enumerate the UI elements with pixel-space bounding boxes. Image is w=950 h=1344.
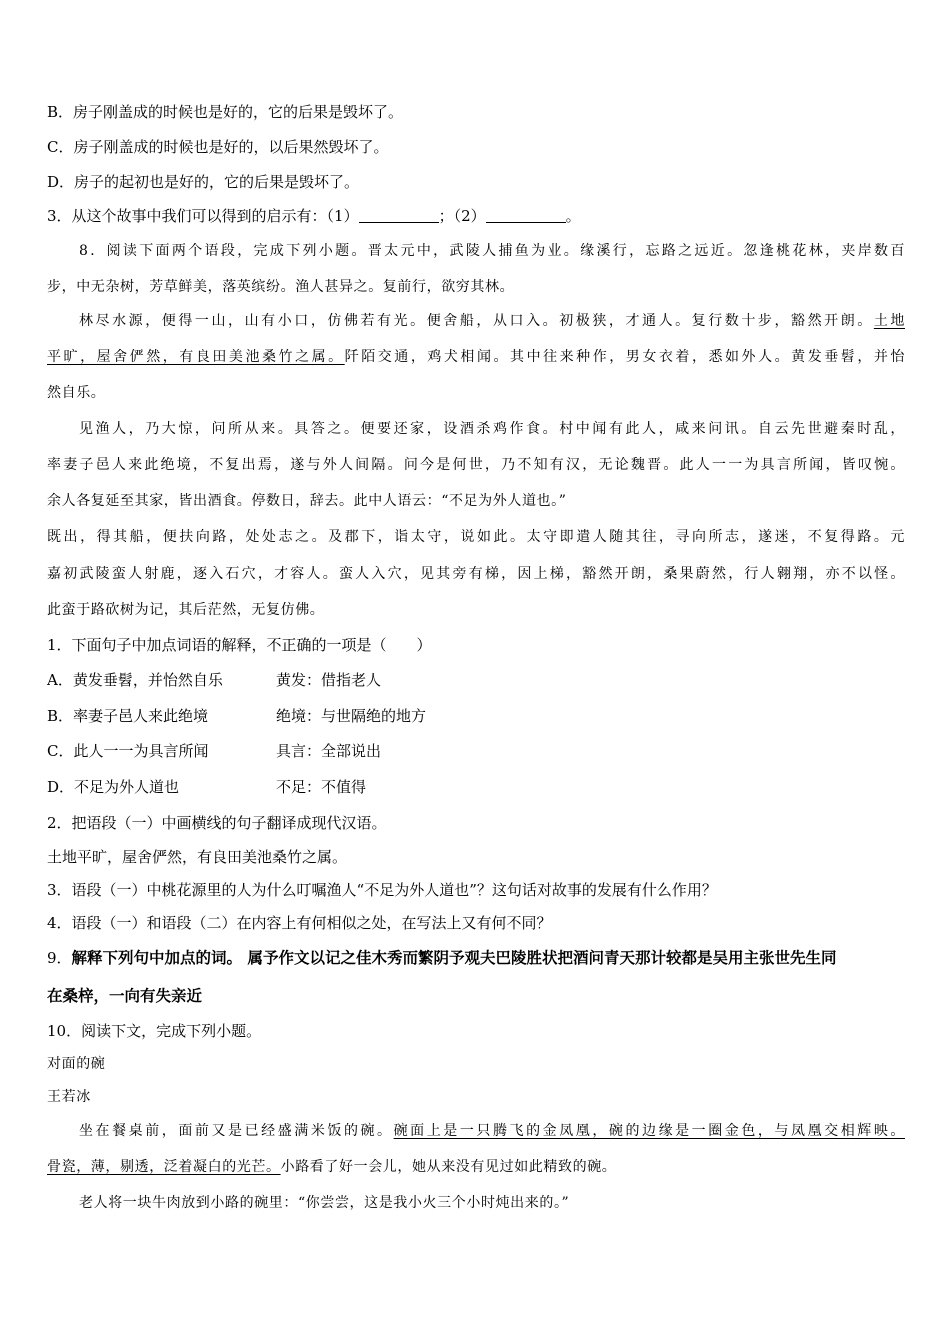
article-text-cont: 小路看了好一会儿，她从来没有见过如此精致的碗。 [280,1159,617,1175]
q8-para4-line2: 嘉初武陵蛮人射鹿，逐入石穴，才容人。蛮人入穴，见其旁有梯，因上梯，豁然开朗，桑果蔚然，行人翱翔，亦不以怪。 [47,566,905,582]
option-explanation: 不足：不值得 [276,778,367,796]
underlined-sentence-part2: 平旷，屋舍俨然，有良田美池桑竹之属。 [47,349,345,365]
article-para1-line1 [79,1121,905,1141]
q8-intro-line1: 8．阅读下面两个语段，完成下列小题。晋太元中，武陵人捕鱼为业。缘溪行，忘路之远近。忽逢桃花林，夹岸数百 [79,243,905,259]
q7-sub3-end: 。 [565,207,581,225]
q9-number: 9． [47,949,72,967]
q8-sub-question-4: 4．语段（一）和语段（二）在内容上有何相似之处，在写法上又有何不同？ [47,914,552,932]
q8-para2-line2 [47,347,905,367]
q9-line2: 在桑梓，一向有失亲近 [47,986,203,1005]
article-text: 坐在餐桌前，面前又是已经盛满米饭的碗。 [79,1123,394,1139]
article-title: 对面的碗 [47,1056,106,1072]
q8-para2-line3: 然自乐。 [47,385,106,401]
option-explanation: 黄发：借指老人 [276,671,382,689]
q7-sub3-mid: ；（2） [438,207,486,225]
q8-para3-line3: 余人各复延至其家，皆出酒食。停数日，辞去。此中人语云：“不足为外人道也。” [47,493,567,509]
q8-para4-line1: 既出，得其船，便扶向路，处处志之。及郡下，诣太守，说如此。太守即遣人随其往，寻向所志，遂迷，不复得路。元 [47,529,905,545]
q8-option-b [47,706,427,726]
option-text: D．不足为外人道也 [47,778,180,796]
option-text: A．黄发垂髫，并怡然自乐 [47,671,223,689]
q8-option-d [47,777,367,797]
q9-prompt: 解释下列句中加点的词。 属予作文以记之佳木秀而繁阴予观夫巴陵胜状把酒问青天那计较都是吴用主张世先生同 [71,948,837,967]
q7-option-d: D．房子的起初也是好的，它的后果是毁坏了。 [47,173,360,191]
q8-intro-line2: 步，中无杂树，芳草鲜美，落英缤纷。渔人甚异之。复前行，欲穷其林。 [47,279,515,295]
answer-blank-1[interactable] [359,208,439,223]
article-para1-line2 [47,1157,616,1177]
article-author: 王若冰 [47,1089,91,1105]
q9-line1 [47,948,905,968]
q8-sub2-sentence: 土地平旷，屋舍俨然，有良田美池桑竹之属。 [47,848,348,866]
q8-para4-line3: 此蛮于路砍树为记，其后茫然，无复仿佛。 [47,602,325,618]
underlined-description-part1: 碗面上是一只腾飞的金凤凰，碗的边缘是一圈金色，与凤凰交相辉映。 [393,1123,905,1139]
article-para2: 老人将一块牛肉放到小路的碗里：“你尝尝，这是我小火三个小时炖出来的。” [79,1195,570,1211]
option-explanation: 绝境：与世隔绝的地方 [276,707,427,725]
underlined-sentence-part1: 土地 [873,313,906,329]
q8-para3-line2: 率妻子邑人来此绝境，不复出焉，遂与外人间隔。问今是何世，乃不知有汉，无论魏晋。此人一一为具言所闻，皆叹惋。 [47,457,905,473]
q8-sub-question-1: 1．下面句子中加点词语的解释，不正确的一项是（ ） [47,636,432,654]
q8-option-a [47,670,382,690]
underlined-description-part2: 骨瓷，薄，剔透，泛着凝白的光芒。 [47,1159,281,1175]
q8-para2-text: 林尽水源，便得一山，山有小口，仿佛若有光。便舍船，从口入。初极狭，才通人。复行数十步，豁然开朗。 [79,313,874,329]
q7-option-b: B．房子刚盖成的时候也是好的，它的后果是毁坏了。 [47,103,404,121]
q8-option-c [47,741,382,761]
answer-blank-2[interactable] [486,208,566,223]
q8-para2-text-cont: 阡陌交通，鸡犬相闻。其中往来种作，男女衣着，悉如外人。黄发垂髫，并怡 [344,349,905,365]
q8-sub-question-2: 2．把语段（一）中画横线的句子翻译成现代汉语。 [47,814,387,832]
q7-option-c: C．房子刚盖成的时候也是好的，以后果然毁坏了。 [47,138,389,156]
option-text: B．率妻子邑人来此绝境 [47,707,209,725]
q8-para3-line1: 见渔人，乃大惊，问所从来。具答之。便要还家，设酒杀鸡作食。村中闻有此人，咸来问讯。自云先世避秦时乱， [79,421,905,437]
q7-sub-question-3 [47,206,581,226]
q10-intro: 10．阅读下文，完成下列小题。 [47,1022,262,1040]
option-text: C．此人一一为具言所闻 [47,742,209,760]
option-explanation: 具言：全部说出 [276,742,382,760]
q8-sub-question-3: 3．语段（一）中桃花源里的人为什么叮嘱渔人“不足为外人道也”？这句话对故事的发展有什么作用？ [47,881,717,899]
q7-sub3-prefix: 3．从这个故事中我们可以得到的启示有：（1） [47,207,359,225]
q8-para2-line1 [79,311,905,331]
